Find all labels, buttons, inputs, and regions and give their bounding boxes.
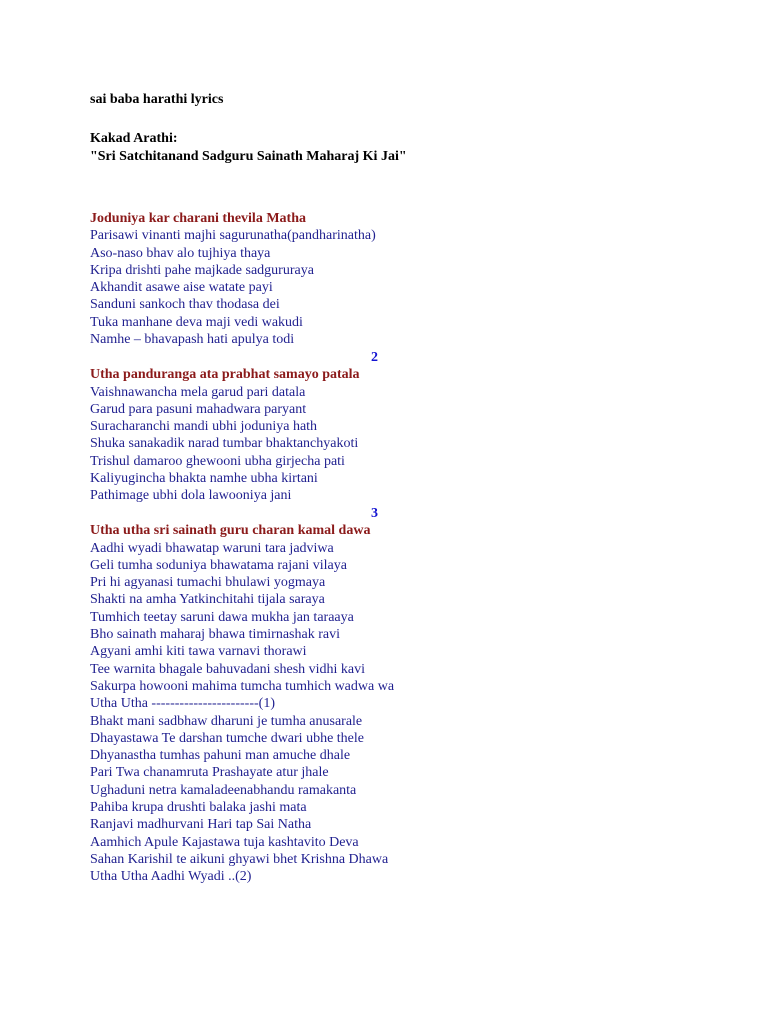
verse-number: 2 (371, 350, 378, 365)
verse-line: Pathimage ubhi dola lawooniya jani (90, 488, 292, 504)
verse-line: Bho sainath maharaj bhawa timirnashak ravi (90, 627, 340, 643)
verse-line: Agyani amhi kiti tawa varnavi thorawi (90, 644, 307, 660)
section-heading (90, 130, 407, 166)
verse-line: Aadhi wyadi bhawatap waruni tara jadviwa (90, 540, 334, 556)
verse-line: Suracharanchi mandi ubhi joduniya hath (90, 419, 318, 435)
verse-line: Shuka sanakadik narad tumbar bhaktanchyakoti (90, 436, 359, 452)
verse-line: Parisawi vinanti majhi sagurunatha(pandharinatha) (90, 228, 376, 244)
verse-line: Ughaduni netra kamaladeenabhandu ramakanta (90, 782, 357, 798)
verse-line: Dhyanastha tumhas pahuni man amuche dhale (90, 748, 351, 764)
verse-line: Pri hi agyanasi tumachi bhulawi yogmaya (90, 575, 326, 591)
verse-line: Pari Twa chanamruta Prashayate atur jhale (90, 765, 329, 781)
verse-line: Kaliyugincha bhakta namhe ubha kirtani (90, 471, 318, 487)
verse-number: 3 (371, 506, 378, 521)
verse-line: Tumhich teetay saruni dawa mukha jan taraaya (90, 609, 354, 625)
verse-title: Utha panduranga ata prabhat samayo patala (90, 367, 360, 383)
verse-line: Aamhich Apule Kajastawa tuja kashtavito Deva (90, 834, 359, 850)
verse-line: Utha Utha Aadhi Wyadi ..(2) (90, 869, 252, 885)
verse-line: Sanduni sankoch thav thodasa dei (90, 297, 280, 313)
verse-line: Trishul damaroo ghewooni ubha girjecha pati (90, 453, 345, 469)
verse-3 (90, 505, 400, 886)
verse-line: Tee warnita bhagale bahuvadani shesh vidhi kavi (90, 661, 366, 677)
verse-line: Akhandit asawe aise watate payi (90, 280, 273, 296)
verse-line: Tuka manhane deva maji vedi wakudi (90, 314, 303, 330)
verse-line: Pahiba krupa drushti balaka jashi mata (90, 800, 307, 816)
section-subtitle: "Sri Satchitanand Sadguru Sainath Maharaj Ki Jai" (90, 149, 407, 164)
verse-2 (90, 349, 400, 505)
verse-line: Bhakt mani sadbhaw dharuni je tumha anusarale (90, 713, 363, 729)
verse-title: Utha utha sri sainath guru charan kamal dawa (90, 523, 371, 539)
verse-line: Sakurpa howooni mahima tumcha tumhich wadwa wa (90, 678, 395, 694)
verse-line: Kripa drishti pahe majkade sadgururaya (90, 262, 314, 278)
verse-line: Garud para pasuni mahadwara paryant (90, 401, 307, 417)
verse-line: Sahan Karishil te aikuni ghyawi bhet Krishna Dhawa (90, 851, 389, 867)
section-title: Kakad Arathi: (90, 131, 178, 146)
verse-line: Geli tumha soduniya bhawatama rajani vilaya (90, 557, 347, 573)
verse-line: Namhe – bhavapash hati apulya todi (90, 332, 295, 348)
verse-line: Vaishnawancha mela garud pari datala (90, 384, 306, 400)
document-title: sai baba harathi lyrics (90, 92, 224, 107)
verse-line: Dhayastawa Te darshan tumche dwari ubhe thele (90, 730, 364, 746)
verse-line: Aso-naso bhav alo tujhiya thaya (90, 245, 271, 261)
verse-line: Ranjavi madhurvani Hari tap Sai Natha (90, 817, 312, 833)
verse-title: Joduniya kar charani thevila Matha (90, 211, 306, 226)
verse-line: Shakti na amha Yatkinchitahi tijala saraya (90, 592, 325, 608)
verse-line: Utha Utha -----------------------(1) (90, 696, 275, 712)
verse-1 (90, 210, 400, 348)
